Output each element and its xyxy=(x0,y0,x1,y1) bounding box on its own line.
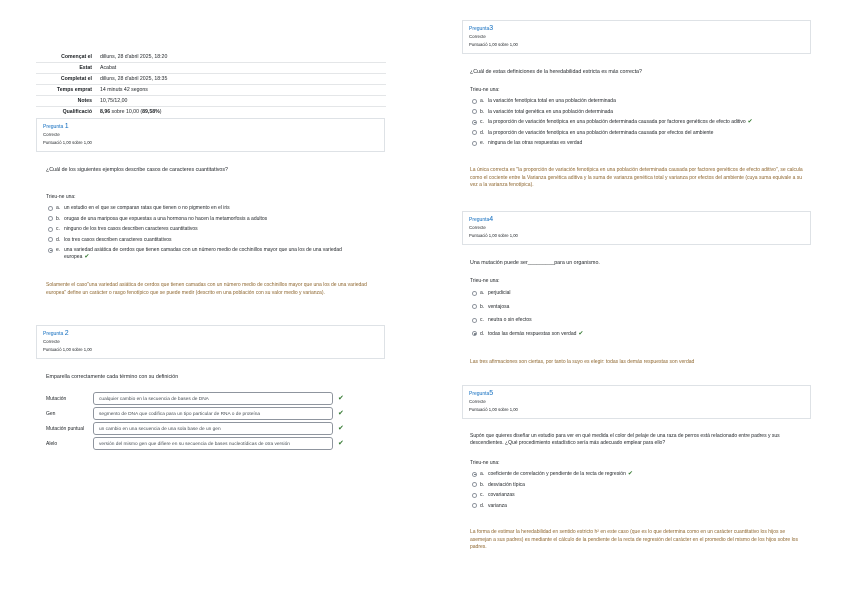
question-state: Correcte xyxy=(43,339,60,344)
question-state: Correcte xyxy=(469,399,486,404)
match-select[interactable]: cualquier cambio en la secuencia de bases de DNA xyxy=(93,392,333,405)
question-4-prompt: Trieu-ne una: xyxy=(470,278,500,284)
question-state: Correcte xyxy=(43,132,60,137)
summary-label: Temps emprat xyxy=(56,87,92,93)
summary-label: Notes xyxy=(77,98,92,104)
correct-check-icon: ✔ xyxy=(338,410,344,417)
summary-row xyxy=(36,74,386,85)
match-term: Mutación puntual xyxy=(46,426,85,432)
question-3-prompt: Trieu-ne una: xyxy=(470,87,500,93)
summary-row xyxy=(36,52,386,63)
question-grade: Puntuació 1,00 sobre 1,00 xyxy=(469,407,518,412)
question-number: Pregunta 2 xyxy=(43,330,69,337)
summary-label: Estat xyxy=(79,65,92,71)
radio-button[interactable] xyxy=(472,130,477,135)
answer-option[interactable]: a. perjudicial xyxy=(472,290,802,297)
question-number: Pregunta3 xyxy=(469,25,494,32)
radio-button[interactable] xyxy=(472,291,477,296)
answer-option-selected[interactable]: e. una variedad asiática de cerdos que tienen camadas con un número medio de cochinillos mayor que una los de una variedad europea ✔ xyxy=(48,247,368,260)
question-5-text: Supón que quieres diseñar un estudio para ver en qué medida el color del pelaje de una raza de perros está relacionado entre padres y sus descendientes. ¿Qué procedimiento estadístico sería más adecuado emplear para ello? xyxy=(470,433,780,446)
question-5-prompt: Trieu-ne una: xyxy=(470,460,500,466)
match-term: Alelo xyxy=(46,441,58,447)
question-state: Correcte xyxy=(469,225,486,230)
summary-row-grade xyxy=(36,107,386,118)
answer-option[interactable]: c. ninguno de los tres casos describen caracteres cuantitativos xyxy=(48,226,368,233)
question-1-feedback: Solamente el caso"una variedad asiática de cerdos que tienen camadas con un número medio de cochinillos mayor que una los de una variedad europea" define un carácter o rasgo fenotípico que se puede medir (descrito en una población con su valor medio y varianza). xyxy=(46,282,367,296)
radio-button-selected[interactable] xyxy=(472,472,477,477)
question-3-answers xyxy=(472,98,812,151)
summary-value: Acabat xyxy=(100,65,117,71)
summary-label: Completat el xyxy=(60,76,92,82)
question-grade: Puntuació 1,00 sobre 1,00 xyxy=(43,347,92,352)
question-1-prompt: Trieu-ne una: xyxy=(46,194,76,200)
question-4-info xyxy=(462,211,811,245)
summary-value: 14 minuts 42 segons xyxy=(100,87,148,93)
question-3-feedback: La única correcta es "la proporción de variación fenotípica en una población determinada causada por factores genéticos de efecto aditivo", se calcula como el cociente entre la Varianza genética aditiva y la suma de varianza genética total y varianza por efectos del ambiente (cuya suma equivale a su vez a la varianza fenotípica). xyxy=(470,167,803,188)
grade-percent: 89,58% xyxy=(142,109,160,115)
question-grade: Puntuació 1,00 sobre 1,00 xyxy=(469,233,518,238)
grade-value: 8,96 xyxy=(100,109,111,115)
radio-button-selected[interactable] xyxy=(472,331,477,336)
summary-value: dilluns, 28 d'abril 2025, 18:35 xyxy=(100,76,168,82)
answer-option[interactable]: b. ventajosa xyxy=(472,304,802,311)
answer-option[interactable]: b. orugas de una mariposa que expuestas a una hormona no hacen la metamorfosis a adultos xyxy=(48,216,368,223)
summary-value: dilluns, 28 d'abril 2025, 18:20 xyxy=(100,54,168,60)
radio-button[interactable] xyxy=(48,206,53,211)
answer-option[interactable]: b. desviación típica xyxy=(472,482,802,489)
correct-check-icon: ✔ xyxy=(84,253,90,260)
correct-check-icon: ✔ xyxy=(627,471,633,477)
question-1-text: ¿Cuál de los siguientes ejemplos describe casos de caracteres cuantitativos? xyxy=(46,167,228,173)
match-row xyxy=(36,437,346,451)
correct-check-icon: ✔ xyxy=(338,395,344,402)
answer-option-selected[interactable]: a. coeficiente de correlación y pendiente de la recta de regresión ✔ xyxy=(472,471,802,478)
radio-button[interactable] xyxy=(48,227,53,232)
radio-button[interactable] xyxy=(472,493,477,498)
question-number: Pregunta4 xyxy=(469,216,494,223)
answer-option[interactable]: d. la proporción de variación fenotípica en una población determinada causada por efectos del ambiente xyxy=(472,130,812,137)
answer-option[interactable]: c. covarianzas xyxy=(472,492,802,499)
question-grade: Puntuació 1,00 sobre 1,00 xyxy=(469,42,518,47)
summary-value: 10,75/12,00 xyxy=(100,98,128,104)
question-number: Pregunta5 xyxy=(469,390,494,397)
summary-row xyxy=(36,63,386,74)
answer-option[interactable]: b. la variación total genética en una población determinada xyxy=(472,109,812,116)
summary-row xyxy=(36,96,386,107)
match-row xyxy=(36,407,346,421)
radio-button[interactable] xyxy=(472,141,477,146)
answer-option[interactable]: d. varianza xyxy=(472,503,802,510)
correct-check-icon: ✔ xyxy=(747,119,753,125)
question-4-text: Una mutación puede ser_________para un organismo. xyxy=(470,260,600,266)
matching-table xyxy=(36,392,356,456)
radio-button[interactable] xyxy=(472,109,477,114)
radio-button[interactable] xyxy=(48,216,53,221)
question-5-feedback: La forma de estimar la heredabilidad en sentido estricto h² en este caso (que es lo que determina como en un carácter cuantitativo los hijos se asemejan a sus padres) es mediante el cálculo de la pendiente de la recta de regresión del carácter en el promedio del mismo de los hijos sobre los padres. xyxy=(470,529,798,550)
answer-option[interactable]: d. los tres casos describen caracteres cuantitativos xyxy=(48,237,368,244)
radio-button[interactable] xyxy=(472,482,477,487)
radio-button[interactable] xyxy=(472,99,477,104)
correct-check-icon: ✔ xyxy=(578,330,584,337)
radio-button[interactable] xyxy=(472,503,477,508)
radio-button-selected[interactable] xyxy=(472,120,477,125)
match-select[interactable]: un cambio en una secuencia de una sola base de un gen xyxy=(93,422,333,435)
match-row xyxy=(36,422,346,436)
match-select[interactable]: versión del mismo gen que difiere en su secuencia de bases nucleotídicas de otra versión xyxy=(93,437,333,450)
question-1-info xyxy=(36,118,385,152)
question-2-text: Emparella correctamente cada término con su definición xyxy=(46,374,179,380)
attempt-summary-table xyxy=(36,52,386,117)
question-number: Pregunta 1 xyxy=(43,123,69,130)
answer-option-selected[interactable]: d. todas las demás respuestas son verdad ✔ xyxy=(472,331,802,338)
summary-label: Començat el xyxy=(61,54,92,60)
correct-check-icon: ✔ xyxy=(338,425,344,432)
match-select[interactable]: segmento de DNA que codifica para un tipo particular de RNA o de proteína xyxy=(93,407,333,420)
grade-close: ) xyxy=(159,109,162,115)
radio-button-selected[interactable] xyxy=(48,248,53,253)
answer-option[interactable]: a. un estudio en el que se comparan ratas que tienen o no pigmento en el iris xyxy=(48,205,368,212)
correct-check-icon: ✔ xyxy=(338,440,344,447)
question-state: Correcte xyxy=(469,34,486,39)
radio-button[interactable] xyxy=(472,318,477,323)
grade-rest: sobre 10,00 ( xyxy=(110,109,143,115)
question-5-answers xyxy=(472,471,802,513)
answer-option[interactable]: c. neutra o sin efectos xyxy=(472,317,802,324)
answer-option[interactable]: a. la variación fenotípica total en una población determinada xyxy=(472,98,812,105)
question-4-feedback: Las tres afirmaciones son ciertas, por tanto la suyo es elegir: todas las demás respuestas son verdad xyxy=(470,359,695,365)
question-5-info xyxy=(462,385,811,419)
question-2-info xyxy=(36,325,385,359)
question-3-text: ¿Cuál de estas definiciones de la heredabilidad estricta es más correcta? xyxy=(470,69,642,75)
radio-button[interactable] xyxy=(472,304,477,309)
answer-option[interactable]: e. ninguna de las otras respuestas es verdad xyxy=(472,140,812,147)
question-4-answers xyxy=(472,290,802,341)
answer-option-selected[interactable]: c. la proporción de variación fenotípica en una población determinada causada por factores genéticos de efecto aditivo ✔ xyxy=(472,119,812,126)
summary-row xyxy=(36,85,386,96)
match-term: Mutación xyxy=(46,396,67,402)
grade-value-cell xyxy=(96,107,386,118)
grade-label: Qualificació xyxy=(62,109,92,115)
match-row xyxy=(36,392,346,406)
question-grade: Puntuació 1,00 sobre 1,00 xyxy=(43,140,92,145)
radio-button[interactable] xyxy=(48,237,53,242)
match-term: Gen xyxy=(46,411,56,417)
question-3-info xyxy=(462,20,811,54)
question-1-answers xyxy=(48,205,368,264)
